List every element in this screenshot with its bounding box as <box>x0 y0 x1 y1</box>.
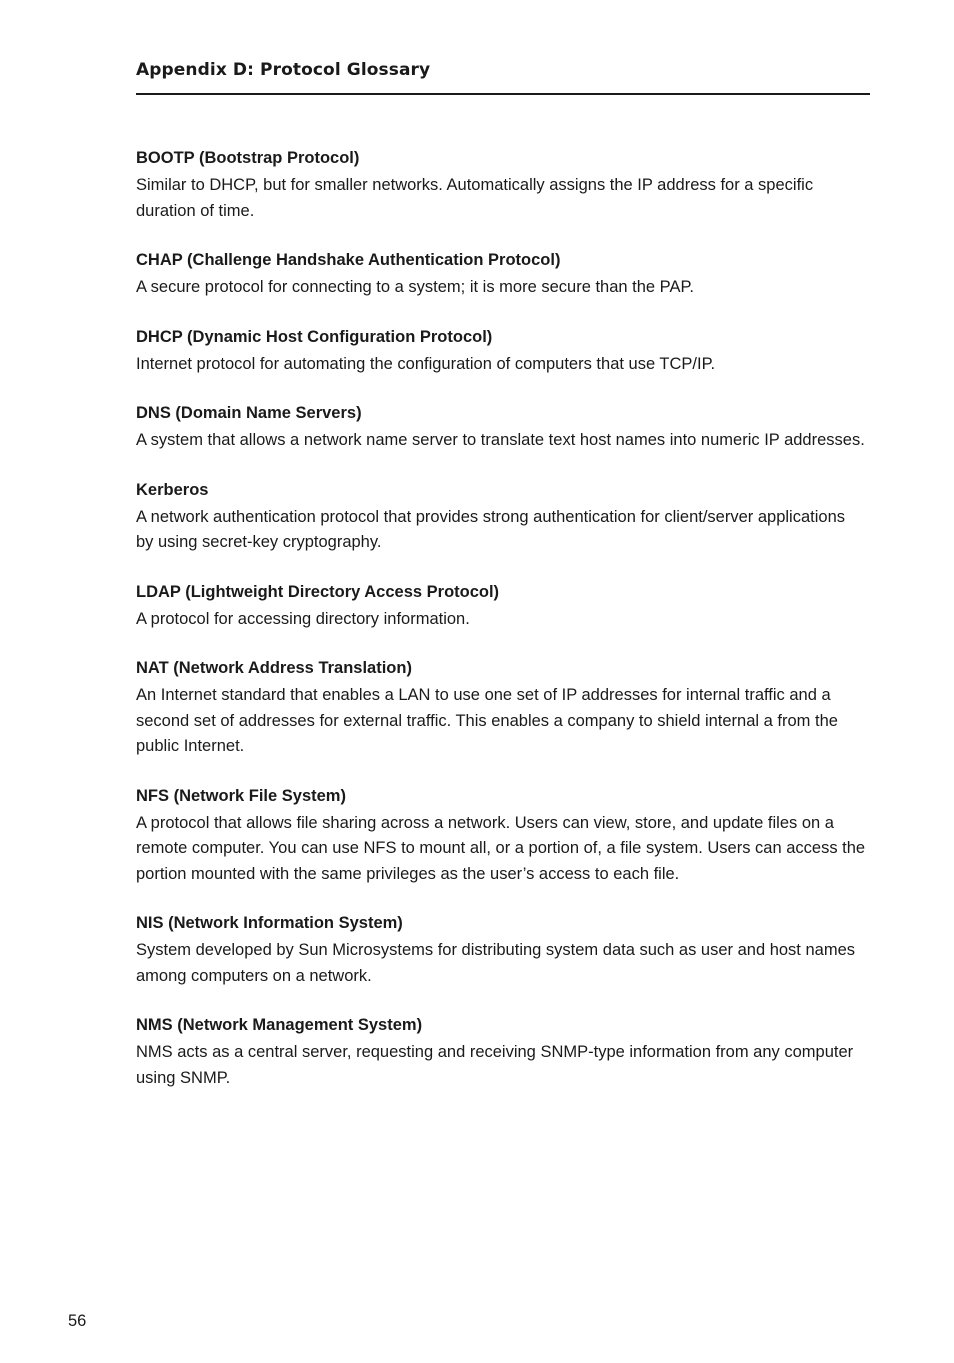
glossary-definition: A secure protocol for connecting to a system; it is more secure than the PAP. <box>136 278 694 296</box>
glossary-definition: A protocol for accessing directory information. <box>136 609 470 628</box>
glossary-entry-chap <box>136 248 866 301</box>
glossary-term: DNS (Domain Name Servers) <box>136 404 362 422</box>
glossary-term: DHCP (Dynamic Host Configuration Protocol) <box>136 327 493 346</box>
glossary-entry-ldap <box>136 580 866 633</box>
glossary-term: NIS (Network Information System) <box>136 914 403 932</box>
glossary-entry-nat <box>136 656 866 760</box>
page-title: Appendix D: Protocol Glossary <box>136 60 431 80</box>
glossary-entry-kerberos <box>136 478 866 556</box>
glossary-definition: A protocol that allows file sharing across a network. Users can view, store, and update files on a remote computer. You can use NFS to mount all, or a portion of, a file system. Users can access the portion mounted with the same privileges as the user’s access to each file. <box>136 813 866 883</box>
glossary-term: NAT (Network Address Translation) <box>136 659 412 677</box>
glossary-term: BOOTP (Bootstrap Protocol) <box>136 149 360 167</box>
glossary-entry-nfs <box>136 784 866 888</box>
glossary-definition: A network authentication protocol that provides strong authentication for client/server applications by using secret-key cryptography. <box>136 507 845 551</box>
glossary-entry-bootp <box>136 146 866 224</box>
glossary-definition: A system that allows a network name server to translate text host names into numeric IP addresses. <box>136 431 865 449</box>
page-number: 56 <box>68 1312 87 1330</box>
glossary-entry-nis <box>136 911 866 989</box>
glossary-definition: Similar to DHCP, but for smaller networks. Automatically assigns the IP address for a specific duration of time. <box>136 176 814 220</box>
glossary-definition: An Internet standard that enables a LAN to use one set of IP addresses for internal traffic and a second set of addresses for external traffic. This enables a company to shield internal a from the public Internet. <box>136 686 838 755</box>
glossary-entry-nms <box>136 1013 866 1091</box>
page-header <box>136 58 870 95</box>
glossary-definition: NMS acts as a central server, requesting and receiving SNMP-type information from any computer using SNMP. <box>136 1043 854 1087</box>
glossary-term: NMS (Network Management System) <box>136 1016 423 1034</box>
glossary-entry-dhcp <box>136 325 866 378</box>
glossary-definition: Internet protocol for automating the configuration of computers that use TCP/IP. <box>136 354 716 373</box>
glossary-term: NFS (Network File System) <box>136 786 346 805</box>
glossary-definition: System developed by Sun Microsystems for distributing system data such as user and host names among computers on a network. <box>136 941 855 985</box>
glossary-term: LDAP (Lightweight Directory Access Protocol) <box>136 582 500 601</box>
glossary-term: Kerberos <box>136 480 209 499</box>
glossary-entry-dns <box>136 401 866 454</box>
glossary-list <box>136 146 866 1115</box>
glossary-term: CHAP (Challenge Handshake Authentication Protocol) <box>136 251 561 269</box>
